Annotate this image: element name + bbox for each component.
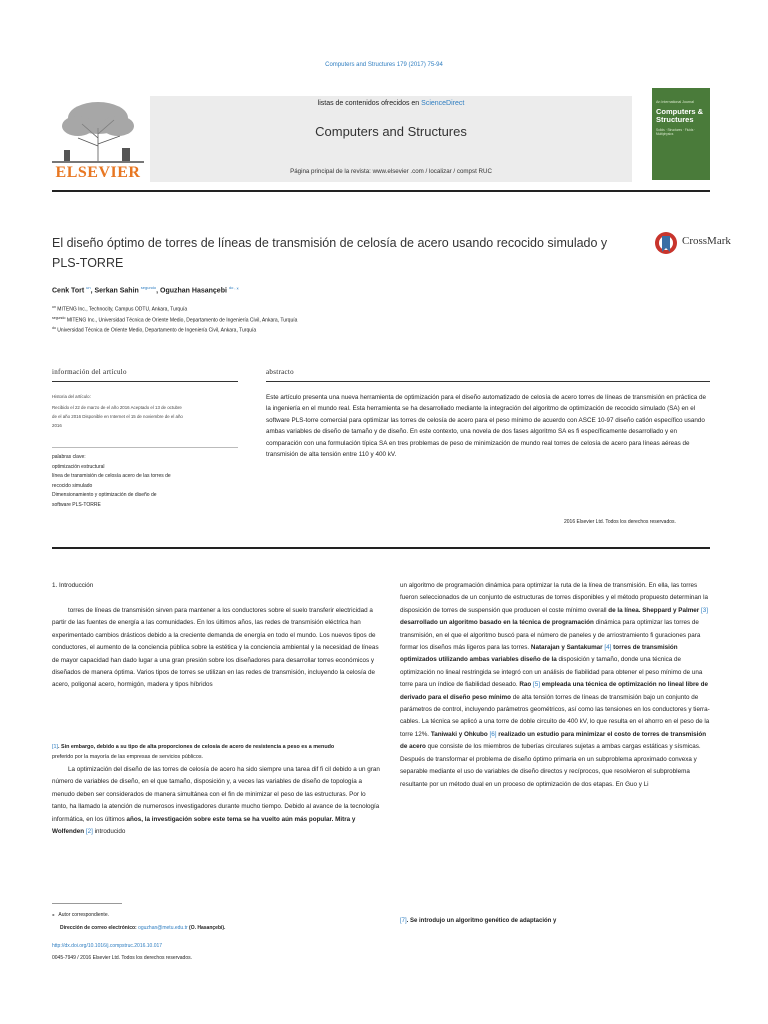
keywords-label: palabras clave: — [52, 454, 86, 460]
author-name[interactable]: Serkan Sahin — [94, 287, 139, 295]
continuation-text: . Se introdujo un algoritmo genético de adaptación y — [406, 918, 557, 924]
body-rule — [52, 547, 710, 549]
footnote-text: Autor correspondiente. — [58, 912, 109, 918]
citation-link[interactable]: [6] — [489, 730, 497, 738]
keyword: línea de transmisión de celosía acero de las torres de — [52, 473, 171, 480]
crossmark-icon — [654, 230, 678, 258]
intro-text: torres de líneas de transmisión sirven para mantener a los conductores sobre el suelo transferir electricidad a partir de las fuentes de energía a las comunidades. En los últimos años, las redes de transmisión eléctrica han experimentado cambios drásticos debido a la creciente demanda de energía en todo el mundo. Los nuevos tipos de conductores, el aumento de la conciencia pública sobre la estética y la conciencia ambiental y la necesidad de líneas de mayor capacidad han dado lugar a una gran presión sobre los diseñadores para desarrollar torres económicos y diseñados de manera óptima. Varios tipos de torres se utilizan en las redes de transmisión, incluyendo la celosía de acero, poligonal acero, hormigón, madera y tipos híbridos — [52, 607, 379, 689]
issn-line: 0045-7949 / 2016 Elsevier Ltd. Todos los derechos reservados. — [52, 955, 192, 961]
abstract-heading: abstracto — [266, 368, 294, 376]
doi-link[interactable]: http://dx.doi.org/10.1016/j.compstruc.2016.10.017 — [52, 943, 163, 949]
intro-text-bold: de la línea. Sheppard y Palmer — [608, 606, 700, 614]
journal-header-band — [150, 96, 632, 182]
intro-text: preferido por la mayoría de las empresas de servicios públicos. — [52, 754, 204, 760]
intro-paragraph — [52, 742, 382, 838]
abstract-copyright: 2016 Elsevier Ltd. Todos los derechos reservados. — [564, 519, 676, 525]
journal-homepage[interactable]: Página principal de la revista: www.elsevier .com / localizar / compst RUC — [290, 168, 492, 175]
header-rule — [52, 190, 710, 192]
affiliation — [52, 326, 256, 334]
contents-line — [150, 100, 632, 107]
author-list: Cenk Tort $^{un}$, Serkan Sahin $^{segundo}$, Oguzhan Hasançebi $^{do , ⁎}$ — [52, 285, 239, 295]
intro-text-bold: Rao — [519, 681, 532, 689]
journal-reference[interactable]: Computers and Structures 179 (2017) 75-94 — [325, 62, 443, 68]
intro-text-bold: torres de transmisión optimizados utilizando ambas variables diseño de la — [400, 644, 678, 664]
keyword: recocido simulado — [52, 482, 93, 489]
author-affil-mark: segundo — [140, 285, 157, 290]
footnote — [52, 909, 225, 935]
affiliation-mark: segundo — [52, 316, 66, 320]
footnote-rule — [52, 903, 122, 904]
intro-paragraph-right — [400, 580, 710, 791]
keywords-block — [52, 453, 238, 511]
cover-pretitle: An International Journal — [656, 100, 694, 104]
article-info-divider — [52, 447, 238, 448]
intro-text — [52, 742, 382, 762]
intro-text-bold: empleada una técnica de optimización no lineal libre de derivado para el diseño peso mínimo — [400, 681, 709, 701]
history-line: 2016 — [52, 423, 62, 428]
affiliation-mark: do — [52, 326, 56, 330]
email-name: (O. Hasançebi). — [189, 925, 226, 931]
crossmark-badge[interactable] — [654, 230, 744, 258]
author-affil-mark: do , ⁎ — [228, 285, 239, 290]
crossmark-label: CrossMark — [682, 235, 731, 247]
intro-text: de alta tensión torres de líneas de transmisión bajo un conjunto de parámetros de control, incluyendo parámetros geométricos, así como las tensiones en los conductores y tierra-cables. La técnica se aplicó a una torre de doble circuito de 400 kV, lo que resulta en el ahorro en el peso de la torre 12%. — [400, 693, 710, 738]
intro-text: introducido — [94, 828, 126, 836]
keyword: software PLS-TORRE — [52, 501, 101, 508]
history-line: de el año 2016 Disponible en Internet el 15 de noviembre de el año — [52, 414, 183, 419]
affiliation-text: MITENG Inc., Technocity, Campus ODTU, Ankara, Turquía — [57, 306, 188, 313]
journal-title: Computers and Structures — [315, 124, 467, 139]
article-info-heading: información del artículo — [52, 368, 127, 376]
email-link[interactable]: oguzhan@metu.edu.tr — [138, 925, 188, 931]
sciencedirect-link[interactable]: ScienceDirect — [421, 100, 465, 107]
abstract-rule — [266, 381, 710, 382]
affiliation-mark: un — [52, 305, 56, 309]
citation-link[interactable]: [3] — [701, 606, 709, 614]
intro-text-bold: Natarajan y Santakumar — [530, 644, 603, 652]
section-heading: 1. Introducción — [52, 582, 94, 589]
intro-text: disposición y tamaño, donde una técnica de optimización no lineal restringida se integró con un análisis de fiabilidad para obtener el peso mínimo de una torre para un índice de fiabilidad deseado. — [400, 656, 703, 689]
intro-text-bold: desarrollado un algoritmo basado en la técnica de programación — [400, 619, 594, 627]
keyword: Dimensionamiento y optimización de diseño de — [52, 492, 157, 499]
citation-link[interactable]: [5] — [533, 681, 541, 689]
intro-paragraph — [52, 605, 382, 692]
intro-text-bold: Taniwaki y Ohkubo — [430, 730, 488, 738]
right-column-continuation — [400, 918, 556, 924]
citation-link[interactable]: [1] — [52, 744, 58, 750]
citation-link[interactable]: [4] — [604, 644, 612, 652]
publisher-wordmark: ELSEVIER — [55, 164, 141, 181]
intro-text — [400, 580, 710, 791]
history-label: Historia del artículo: — [52, 394, 91, 399]
contents-prefix: listas de contenidos ofrecidos en — [317, 100, 420, 107]
citation-link[interactable]: [7] — [400, 918, 407, 924]
cover-title: Computers & Structures — [656, 107, 704, 124]
intro-text: que consiste de los miembros de tuberías circulares sujetas a ambas cargas estáticas y sísmicas. Después de transformar el problema de diseño óptimo primaria en un subproblema aproximado convexa y separable mediante el uso de variables de diseño directos y recíprocos, que resolvieron el subproblema resultante por un método dual en un proceso de optimización de dos etapas. En Guo y Li — [400, 743, 701, 788]
intro-text: dinámica para optimizar las torres de transmisión, en el que el algoritmo buscó para el número de paneles y de arriostramiento fi guraciones para formar los diseños más ligeros para las torres. — [400, 619, 701, 652]
intro-text — [52, 764, 382, 838]
journal-cover-thumbnail — [652, 88, 710, 180]
footnote-mark: ⁎ — [52, 912, 55, 918]
intro-text: La optimización del diseño de las torres de celosía de acero ha sido siempre una tarea dif fi cil debido a un gran número de variables de diseño, en el que tamaño, disposición y, a veces las variables de diseño de topología a menudo deben ser considerados de manera simultánea con el fin de minimizar el peso de las estructuras. Por lo tanto, ha llamado la atención de numerosos investigadores durante mucho tiempo. Debido al avance de la tecnología informática, en los últimos — [52, 766, 380, 823]
footnote-email-line — [52, 922, 225, 935]
abstract-text: Este artículo presenta una nueva herramienta de optimización para el diseño automatizado de celosía de acero torres de líneas de transmisión en práctica de la ingeniería en el mundo real. Esta herramienta se ha desarrollado mediante la integración del algoritmo de optimización de recocido simulado (SA) en el software PLS-torre comercial para optimizar las torres de celosía de acero para el peso mínimo de acuerdo con ASCE 10-97 diseño catión específico usando ambas variables de diseño de tamaño y de diseño. En este contexto, una novela de dos fases algoritmo SA es fi específicamente desarrollado y en comparación con una formulación típica SA en tres problemas de peso de minimización de mundo real torres de celosía de acero para líneas aéreas de transmisión de alta tensión entre 110 y 400 kV. — [266, 394, 706, 459]
author-affil-mark: un — [86, 285, 91, 290]
author-name[interactable]: Cenk Tort — [52, 287, 85, 295]
affiliation-text: Universidad Técnica de Oriente Medio, Departamento de Ingeniería Civil, Ankara, Turquía — [57, 327, 257, 334]
intro-text-bold: realizado un estudio para minimizar el costo de torres de transmisión de acero — [400, 730, 707, 751]
history-line: Recibido el 22 de marzo de el año 2016 Aceptado el 13 de octubre — [52, 405, 182, 410]
email-label: Dirección de correo electrónico: — [60, 925, 137, 931]
affiliation — [52, 305, 187, 313]
author-name[interactable]: Oguzhan Hasançebi — [160, 287, 227, 295]
article-info-rule — [52, 381, 238, 382]
affiliation — [52, 316, 297, 324]
intro-text-bold: años, la investigación sobre este tema se ha vuelto aún más popular. Mitra y Wolfenden — [52, 815, 356, 836]
citation-link[interactable]: [2] — [85, 828, 93, 836]
cover-subtitle: Solids · Structures · Fluids · Multiphysics — [656, 128, 696, 136]
intro-text: un algoritmo de programación dinámica para optimizar la ruta de la línea de transmisión. En ella, las torres fueron seleccionados de un conjunto de estructuras de torres disponibles y el método propuesto determinan la disposición de torres de suspensión que producen el coste mínimo overall — [400, 582, 709, 614]
article-title: El diseño óptimo de torres de líneas de transmisión de celosía de acero usando recocido simulado y PLS-TORRE — [52, 236, 608, 270]
intro-text-bold: . Sin embargo, debido a su tipo de alta proporciones de celosía de acero de resistencia a peso es a menudo — [58, 744, 335, 750]
article-history — [52, 392, 238, 430]
affiliation-text: MITENG Inc., Universidad Técnica de Oriente Medio, Departamento de Ingeniería Civil, Ankara, Turquía — [66, 317, 298, 324]
keyword: optimización estructural — [52, 463, 105, 470]
footnote-line — [52, 909, 225, 922]
